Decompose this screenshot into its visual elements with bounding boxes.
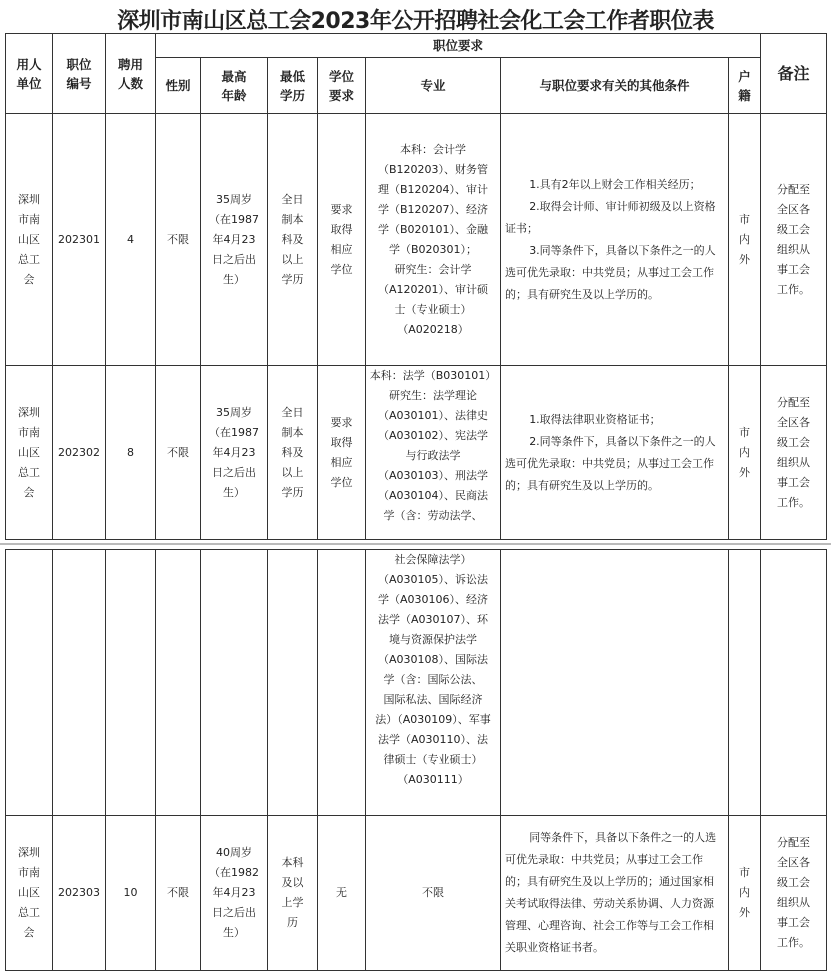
cell-count: 4 <box>106 114 156 366</box>
cell-remark: 分配至 全区各 级工会 组织从 事工会 工作。 <box>761 114 827 366</box>
cell-unit: 深圳 市南 山区 总工 会 <box>6 816 53 971</box>
cell-gender: 不限 <box>156 816 201 971</box>
page-divider <box>0 543 831 545</box>
table-row <box>6 114 827 366</box>
header-gender: 性别 <box>156 58 201 114</box>
cell-degree: 要求 取得 相应 学位 <box>318 366 366 540</box>
cell-major: 本科：法学（B030101） 研究生：法学理论 （A030101）、法律史 （A030102）、宪法学 与行政法学 （A030103）、刑法学 （A030104）、民商法 学（含：劳动法学、 <box>366 366 501 540</box>
header-age: 最高 年龄 <box>201 58 268 114</box>
cell-gender: 不限 <box>156 366 201 540</box>
cell-hukou: 市 内 外 <box>729 366 761 540</box>
header-hukou: 户 籍 <box>729 58 761 114</box>
header-major: 专业 <box>366 58 501 114</box>
cell-remark: 分配至 全区各 级工会 组织从 事工会 工作。 <box>761 816 827 971</box>
cell-other: 1.具有2年以上财会工作相关经历； 2.取得会计师、审计师初级及以上资格证书； 3.同等条件下，具备以下条件之一的人选可优先录取：中共党员；从事过工会工作的；具有研究生及以上学历的。 <box>501 114 729 366</box>
cell-hukou: 市 内 外 <box>729 816 761 971</box>
header-degree: 学位 要求 <box>318 58 366 114</box>
position-table-page2 <box>5 549 827 971</box>
header-unit: 用人 单位 <box>6 34 53 114</box>
cell-age: 35周岁 （在1987 年4月23 日之后出 生） <box>201 114 268 366</box>
header-remark: 备注 <box>761 34 827 114</box>
table-row-continued <box>6 550 827 816</box>
cell-major: 社会保障法学） （A030105）、诉讼法 学（A030106）、经济 法学（A030107）、环 境与资源保护法学 （A030108）、国际法 学（含：国际公法、 国际私法、国际经济 法）（A030109）、军事 法学（A030110）、法 律硕士（专业硕士） （A030111） <box>366 550 501 816</box>
cell-code: 202302 <box>53 366 106 540</box>
cell-gender: 不限 <box>156 114 201 366</box>
cell-code: 202303 <box>53 816 106 971</box>
cell-degree: 要求 取得 相应 学位 <box>318 114 366 366</box>
cell-major: 本科：会计学 （B120203）、财务管 理（B120204）、审计 学（B120207）、经济 学（B020101）、金融 学（B020301）； 研究生：会计学 （A120201）、审计硕 士（专业硕士） （A020218） <box>366 114 501 366</box>
cell-education: 本科 及以 上学 历 <box>268 816 318 971</box>
position-table-page1 <box>5 33 827 540</box>
cell-major: 不限 <box>366 816 501 971</box>
cell-remark: 分配至 全区各 级工会 组织从 事工会 工作。 <box>761 366 827 540</box>
cell-other: 同等条件下，具备以下条件之一的人选可优先录取：中共党员；从事过工会工作的；具有研究生及以上学历的；通过国家相关考试取得法律、劳动关系协调、人力资源管理、心理咨询、社会工作等与工会工作相关职业资格证书者。 <box>501 816 729 971</box>
table-row <box>6 366 827 540</box>
cell-code: 202301 <box>53 114 106 366</box>
cell-unit: 深圳 市南 山区 总工 会 <box>6 114 53 366</box>
cell-education: 全日 制本 科及 以上 学历 <box>268 114 318 366</box>
header-count: 聘用 人数 <box>106 34 156 114</box>
cell-unit: 深圳 市南 山区 总工 会 <box>6 366 53 540</box>
header-education: 最低 学历 <box>268 58 318 114</box>
table-row <box>6 816 827 971</box>
cell-hukou: 市 内 外 <box>729 114 761 366</box>
cell-other: 1.取得法律职业资格证书； 2.同等条件下，具备以下条件之一的人选可优先录取：中共党员；从事过工会工作的；具有研究生及以上学历的。 <box>501 366 729 540</box>
page-title: 深圳市南山区总工会2023年公开招聘社会化工会工作者职位表 <box>117 9 714 34</box>
cell-education: 全日 制本 科及 以上 学历 <box>268 366 318 540</box>
header-code: 职位 编号 <box>53 34 106 114</box>
cell-count: 8 <box>106 366 156 540</box>
header-requirements: 职位要求 <box>156 34 761 58</box>
cell-count: 10 <box>106 816 156 971</box>
cell-age: 35周岁 （在1987 年4月23 日之后出 生） <box>201 366 268 540</box>
cell-degree: 无 <box>318 816 366 971</box>
cell-age: 40周岁 （在1982 年4月23 日之后出 生） <box>201 816 268 971</box>
header-other: 与职位要求有关的其他条件 <box>501 58 729 114</box>
